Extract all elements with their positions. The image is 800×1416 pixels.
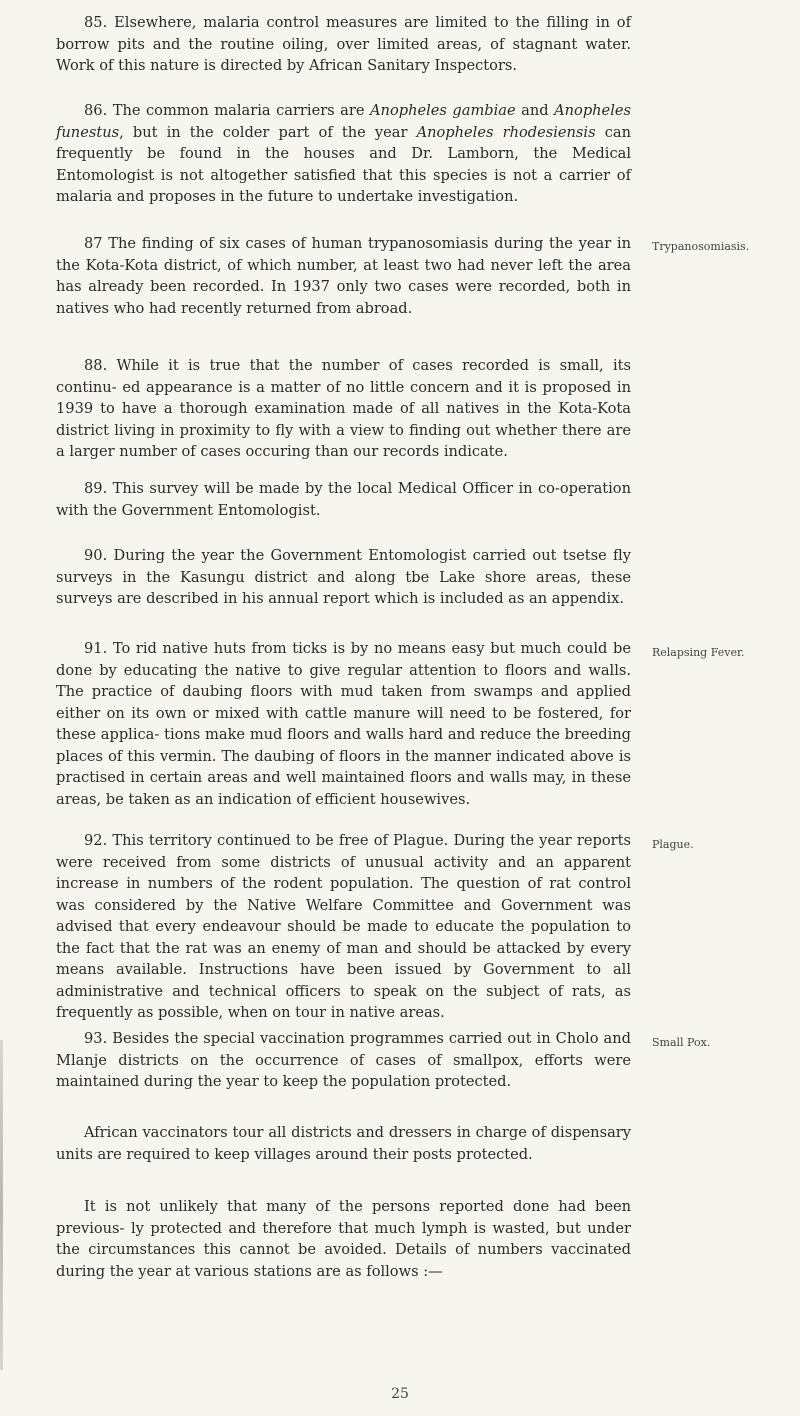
species-rhodesiensis: Anopheles rhodesiensis	[416, 123, 596, 141]
margin-note-small-pox: Small Pox.	[652, 1036, 711, 1049]
paragraph-90: 90. During the year the Government Entomologist carried out tsetse fly surveys in the Kasungu district and along tbe Lake shore areas, these surveys are described in his annual report which is included as an appendix.	[56, 547, 631, 607]
paragraph-86-text-1: 86. The common malaria carriers are	[84, 102, 370, 119]
paragraph-87: 87 The finding of six cases of human trypanosomiasis during the year in the Kota-Kota district, of which number, at least two had never left the area has already been recorded. In 1937 only two cases were recorded, both in natives who had recently returned from abroad.	[56, 235, 631, 317]
margin-note-plague: Plague.	[652, 838, 694, 851]
paragraph-85: 85. Elsewhere, malaria control measures are limited to the filling in of borrow pits and the routine oiling, over limited areas, of stagnant water. Work of this nature is directed by African Sanitary Inspectors.	[56, 14, 631, 74]
paragraph-86-text-4: can frequently be found in the houses and Dr. Lamborn, the Medical Entomologist is not altogether satisfied that this species is not a carrier of malaria and proposes in the future to undertake investigation.	[56, 123, 631, 205]
paragraph-92: 92. This territory continued to be free of Plague. During the year reports were received from some districts of unusual activity and an apparent increase in numbers of the rodent population. The question of rat control was considered by the Native Welfare Committee and Government was advised that every endeavour should be made to educate the population to the fact that the rat was an enemy of man and should be attacked by every means available. Instructions have been issued by Government to all administrative and technical officers to speak on the subject of rats, as frequently as possible, when on tour in native areas.	[56, 832, 631, 1021]
paragraph-86-text-3: , but in the colder part of the year	[119, 123, 417, 141]
margin-note-relapsing-fever: Relapsing Fever.	[652, 646, 745, 659]
scan-edge-shadow	[0, 1040, 3, 1370]
margin-note-trypanosomiasis: Trypanosomiasis.	[652, 240, 750, 253]
paragraph-95: It is not unlikely that many of the persons reported done had been previous- ly protected and therefore that much lymph is wasted, but under the circumstances this cannot be avoided. Details of numbers vaccinated during the year at various stations are as follows :—	[56, 1198, 631, 1280]
page-number: 25	[391, 1386, 409, 1402]
species-gambiae: Anopheles gambiae	[370, 102, 516, 119]
paragraph-94: African vaccinators tour all districts and dressers in charge of dispensary units are required to keep villages around their posts protected.	[56, 1124, 631, 1163]
paragraph-86-text-2: and	[515, 102, 555, 119]
paragraph-91: 91. To rid native huts from ticks is by no means easy but much could be done by educating the native to give regular attention to floors and walls. The practice of daubing floors with mud taken from swamps and applied either on its own or mixed with cattle manure will need to be fostered, for these applica- tions make mud floors and walls hard and reduce the breeding places of this vermin. The daubing of floors in the manner indicated above is practised in certain areas and well maintained floors and walls may, in these areas, be taken as an indication of efficient housewives.	[56, 640, 631, 808]
paragraph-89: 89. This survey will be made by the local Medical Officer in co-operation with the Government Entomologist.	[56, 480, 631, 519]
paragraph-88: 88. While it is true that the number of cases recorded is small, its continu- ed appearance is a matter of no little concern and it is proposed in 1939 to have a thorough examination made of all natives in the Kota-Kota district living in proximity to fly with a view to finding out whether there are a larger number of cases occuring than our records indicate.	[56, 357, 631, 460]
species-funestus: Anopheles funestus	[56, 102, 631, 141]
paragraph-93: 93. Besides the special vaccination programmes carried out in Cholo and Mlanje districts on the occurrence of cases of smallpox, efforts were maintained during the year to keep the population protected.	[56, 1030, 631, 1090]
paragraph-86	[56, 100, 631, 208]
